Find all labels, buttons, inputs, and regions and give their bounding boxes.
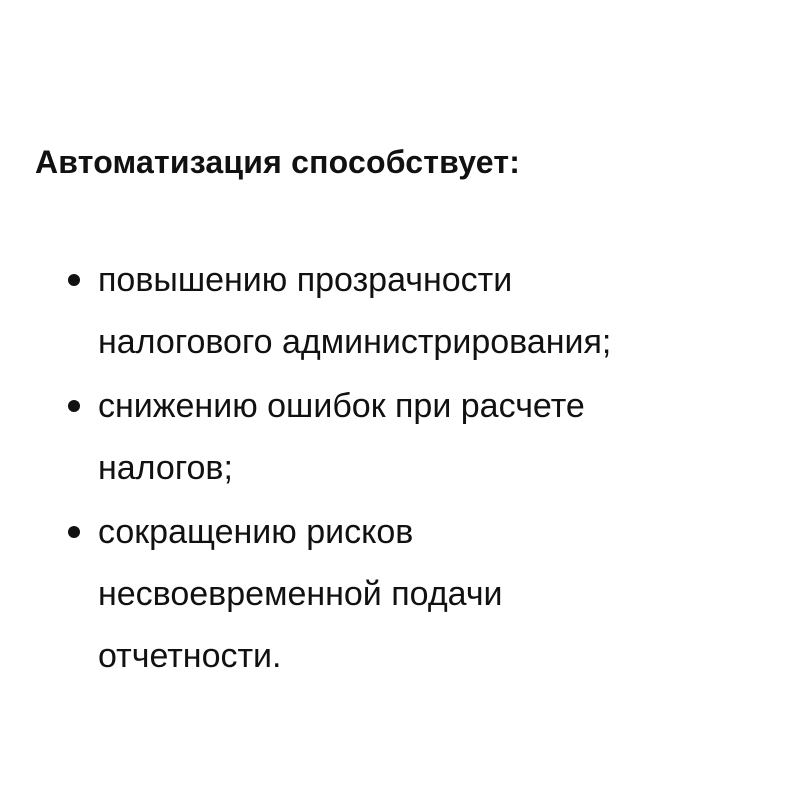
page-heading: Автоматизация способствует:: [35, 144, 521, 180]
list-item: [0, 501, 800, 687]
benefits-list: [0, 249, 800, 689]
list-item-line: повышению прозрачности: [98, 261, 513, 299]
list-item-line: несвоевременной подачи: [98, 575, 503, 613]
list-item-line: сокращению рисков: [98, 513, 414, 551]
list-item-line: отчетности.: [98, 637, 282, 675]
bullet-icon: [68, 400, 80, 412]
bullet-icon: [68, 526, 80, 538]
bullet-icon: [68, 274, 80, 286]
list-item-line: налогов;: [98, 449, 233, 487]
list-item-line: снижению ошибок при расчете: [98, 387, 585, 425]
list-item: [0, 375, 800, 499]
list-item-line: налогового администрирования;: [98, 323, 612, 361]
list-item: [0, 249, 800, 373]
